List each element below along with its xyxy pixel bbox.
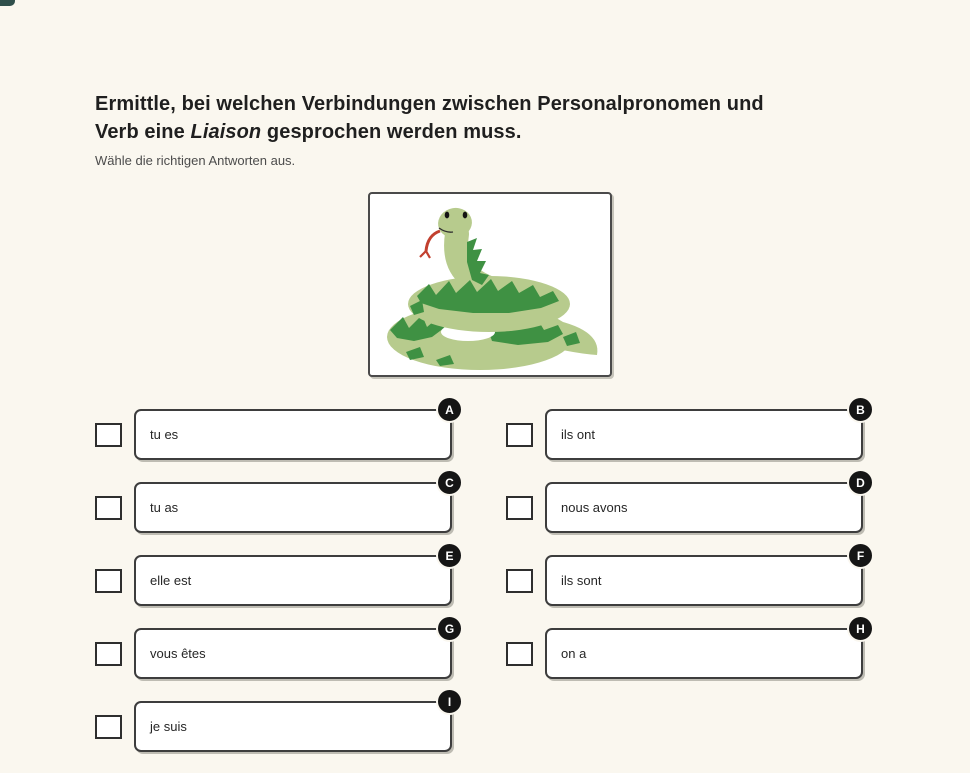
answer-checkbox-e[interactable] [95, 569, 122, 593]
answer-label-box-c[interactable] [134, 482, 452, 533]
answer-option-f [506, 548, 865, 606]
answer-checkbox-i[interactable] [95, 715, 122, 739]
answer-letter-badge-g: G [436, 615, 463, 642]
answer-label: vous êtes [150, 646, 206, 661]
answer-label-box-h[interactable] [545, 628, 863, 679]
answer-option-b [506, 402, 865, 460]
instruction-text: Wähle die richtigen Antworten aus. [95, 153, 296, 168]
answer-checkbox-c[interactable] [95, 496, 122, 520]
title-line1: Ermittle, bei welchen Verbindungen zwischen Personalpronomen und [95, 93, 764, 115]
answer-letter-badge-h: H [847, 615, 874, 642]
title-italic-term: Liaison [190, 121, 262, 143]
answer-checkbox-d[interactable] [506, 496, 533, 520]
answer-letter-badge-b: B [847, 396, 874, 423]
answer-option-h [506, 621, 865, 679]
answer-label-box-b[interactable] [545, 409, 863, 460]
answer-checkbox-g[interactable] [95, 642, 122, 666]
answer-option-i [95, 694, 452, 752]
answer-label: elle est [150, 573, 192, 588]
answer-label-box-d[interactable] [545, 482, 863, 533]
answer-option-g [95, 621, 455, 679]
answer-letter-badge-a: A [436, 396, 463, 423]
answers-area [95, 402, 866, 753]
answer-label-box-f[interactable] [545, 555, 863, 606]
answer-label-box-i[interactable] [134, 701, 452, 752]
answer-checkbox-a[interactable] [95, 423, 122, 447]
answer-letter-badge-c: C [436, 469, 463, 496]
answer-label-box-g[interactable] [134, 628, 452, 679]
answer-option-e [95, 548, 454, 606]
answer-checkbox-h[interactable] [506, 642, 533, 666]
answer-letter-badge-e: E [436, 542, 463, 569]
answer-label: ils sont [561, 573, 602, 588]
answer-label: nous avons [561, 500, 628, 515]
answer-letter-badge-i: I [436, 688, 463, 715]
answer-option-d [506, 475, 865, 533]
answer-letter-badge-d: D [847, 469, 874, 496]
answer-label: je suis [150, 719, 187, 734]
answer-label: on a [561, 646, 587, 661]
page-title [95, 90, 880, 146]
answer-checkbox-b[interactable] [506, 423, 533, 447]
answer-checkbox-f[interactable] [506, 569, 533, 593]
answer-label-box-a[interactable] [134, 409, 452, 460]
answer-option-a [95, 402, 454, 460]
answer-letter-badge-f: F [847, 542, 874, 569]
answer-label-box-e[interactable] [134, 555, 452, 606]
frame-corner-fragment [0, 0, 15, 6]
answer-label: tu es [150, 427, 179, 442]
task-image [368, 192, 612, 377]
title-line2-post: gesprochen werden muss. [266, 121, 522, 143]
answer-option-c [95, 475, 454, 533]
answer-label: tu as [150, 500, 179, 515]
title-line2-pre: Verb eine [95, 121, 185, 143]
snake-illustration [370, 194, 610, 375]
answer-label: ils ont [561, 427, 595, 442]
